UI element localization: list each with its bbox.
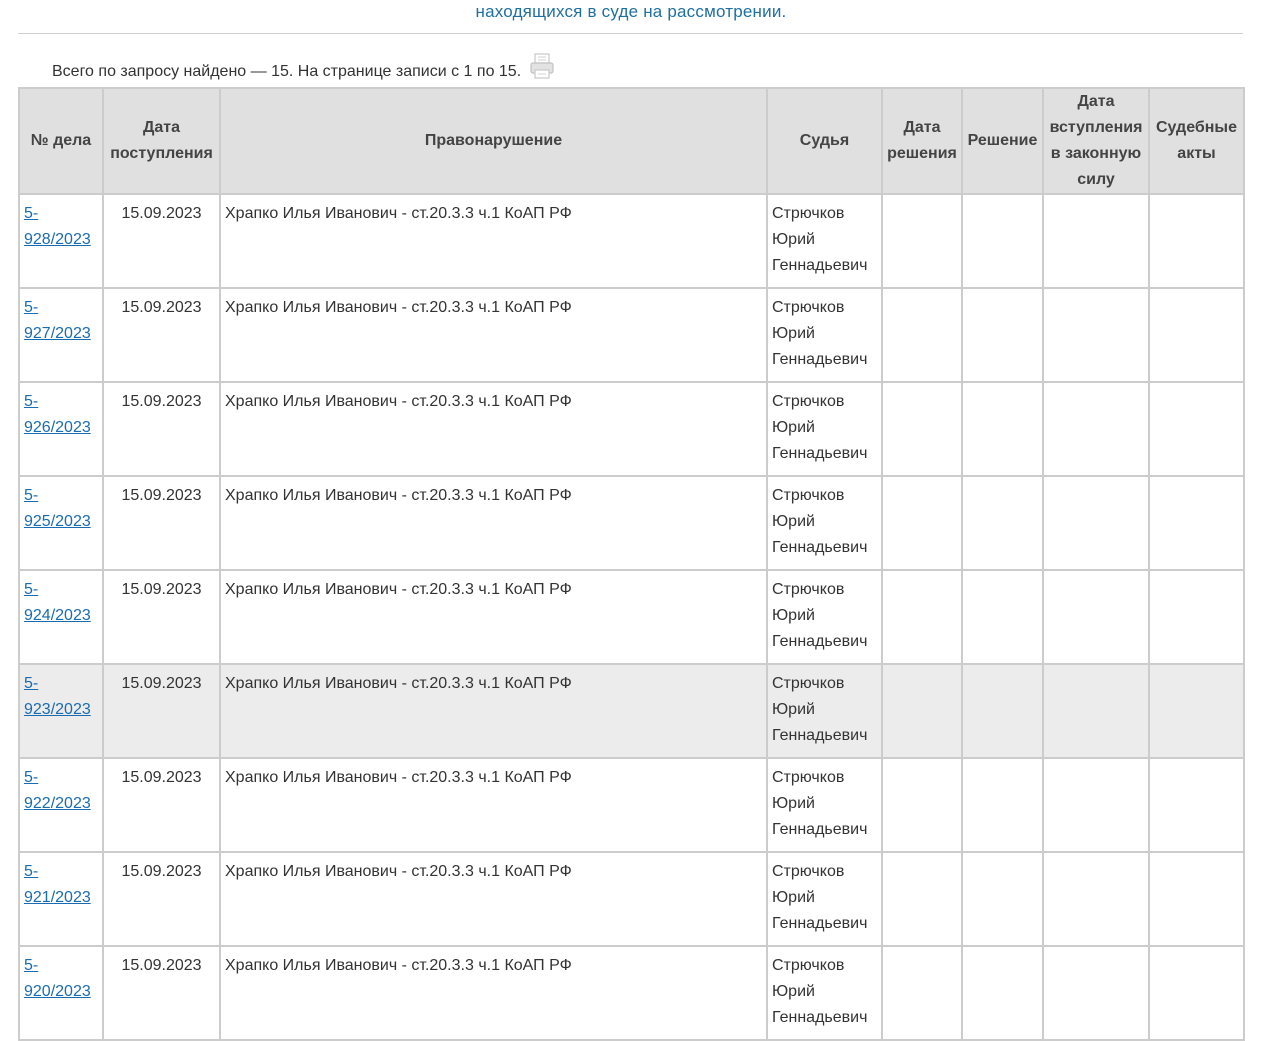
decision-cell	[962, 664, 1043, 758]
table-row	[19, 758, 1244, 852]
offense-cell: Храпко Илья Иванович - ст.20.3.3 ч.1 КоАП РФ	[220, 476, 767, 570]
decision-date-cell	[882, 570, 962, 664]
effective-date-cell	[1043, 382, 1149, 476]
court-acts-cell	[1149, 946, 1244, 1040]
court-acts-cell	[1149, 382, 1244, 476]
case-number-cell	[19, 382, 103, 476]
case-number-cell	[19, 758, 103, 852]
effective-date-cell	[1043, 570, 1149, 664]
table-row	[19, 288, 1244, 382]
table-row	[19, 664, 1244, 758]
case-number-cell	[19, 664, 103, 758]
court-acts-cell	[1149, 194, 1244, 288]
decision-cell	[962, 758, 1043, 852]
cases-table	[18, 87, 1245, 1041]
case-link[interactable]: 5-926/2023	[24, 393, 91, 436]
table-row	[19, 476, 1244, 570]
received-date-cell: 15.09.2023	[103, 570, 220, 664]
offense-cell: Храпко Илья Иванович - ст.20.3.3 ч.1 КоАП РФ	[220, 664, 767, 758]
results-summary	[52, 58, 555, 86]
header-offense: Правонарушение	[220, 88, 767, 194]
court-acts-cell	[1149, 664, 1244, 758]
court-acts-cell	[1149, 758, 1244, 852]
case-link[interactable]: 5-922/2023	[24, 769, 91, 812]
decision-date-cell	[882, 194, 962, 288]
case-number-cell	[19, 288, 103, 382]
effective-date-cell	[1043, 476, 1149, 570]
case-number-cell	[19, 570, 103, 664]
decision-date-cell	[882, 946, 962, 1040]
court-acts-cell	[1149, 288, 1244, 382]
decision-date-cell	[882, 382, 962, 476]
offense-cell: Храпко Илья Иванович - ст.20.3.3 ч.1 КоАП РФ	[220, 382, 767, 476]
decision-date-cell	[882, 664, 962, 758]
offense-cell: Храпко Илья Иванович - ст.20.3.3 ч.1 КоАП РФ	[220, 288, 767, 382]
effective-date-cell	[1043, 946, 1149, 1040]
received-date-cell: 15.09.2023	[103, 288, 220, 382]
header-decision-date: Дата решения	[882, 88, 962, 194]
case-number-cell	[19, 946, 103, 1040]
case-number-cell	[19, 476, 103, 570]
effective-date-cell	[1043, 664, 1149, 758]
decision-date-cell	[882, 852, 962, 946]
offense-cell: Храпко Илья Иванович - ст.20.3.3 ч.1 КоАП РФ	[220, 946, 767, 1040]
judge-cell: Стрючков Юрий Геннадьевич	[767, 664, 882, 758]
case-link[interactable]: 5-920/2023	[24, 957, 91, 1000]
table-header-row	[19, 88, 1244, 194]
header-court-acts: Судебные акты	[1149, 88, 1244, 194]
received-date-cell: 15.09.2023	[103, 194, 220, 288]
received-date-cell: 15.09.2023	[103, 946, 220, 1040]
case-link[interactable]: 5-927/2023	[24, 299, 91, 342]
effective-date-cell	[1043, 758, 1149, 852]
table-row	[19, 382, 1244, 476]
decision-cell	[962, 852, 1043, 946]
case-link[interactable]: 5-928/2023	[24, 205, 91, 248]
page-subtitle: находящихся в суде на рассмотрении.	[475, 2, 787, 21]
judge-cell: Стрючков Юрий Геннадьевич	[767, 946, 882, 1040]
received-date-cell: 15.09.2023	[103, 852, 220, 946]
table-row	[19, 852, 1244, 946]
header-decision: Решение	[962, 88, 1043, 194]
decision-cell	[962, 382, 1043, 476]
judge-cell: Стрючков Юрий Геннадьевич	[767, 852, 882, 946]
received-date-cell: 15.09.2023	[103, 758, 220, 852]
case-link[interactable]: 5-921/2023	[24, 863, 91, 906]
case-number-cell	[19, 852, 103, 946]
received-date-cell: 15.09.2023	[103, 664, 220, 758]
offense-cell: Храпко Илья Иванович - ст.20.3.3 ч.1 КоАП РФ	[220, 758, 767, 852]
results-count-text: Всего по запросу найдено — 15. На странице записи с 1 по 15.	[52, 63, 522, 80]
divider	[18, 33, 1243, 34]
table-row	[19, 194, 1244, 288]
offense-cell: Храпко Илья Иванович - ст.20.3.3 ч.1 КоАП РФ	[220, 194, 767, 288]
effective-date-cell	[1043, 852, 1149, 946]
judge-cell: Стрючков Юрий Геннадьевич	[767, 382, 882, 476]
case-link[interactable]: 5-923/2023	[24, 675, 91, 718]
effective-date-cell	[1043, 288, 1149, 382]
judge-cell: Стрючков Юрий Геннадьевич	[767, 476, 882, 570]
decision-cell	[962, 288, 1043, 382]
judge-cell: Стрючков Юрий Геннадьевич	[767, 288, 882, 382]
decision-cell	[962, 570, 1043, 664]
offense-cell: Храпко Илья Иванович - ст.20.3.3 ч.1 КоАП РФ	[220, 570, 767, 664]
court-acts-cell	[1149, 476, 1244, 570]
received-date-cell: 15.09.2023	[103, 382, 220, 476]
table-row	[19, 570, 1244, 664]
effective-date-cell	[1043, 194, 1149, 288]
printer-icon[interactable]	[529, 52, 555, 80]
header-judge: Судья	[767, 88, 882, 194]
court-acts-cell	[1149, 570, 1244, 664]
court-acts-cell	[1149, 852, 1244, 946]
header-case-number: № дела	[19, 88, 103, 194]
offense-cell: Храпко Илья Иванович - ст.20.3.3 ч.1 КоАП РФ	[220, 852, 767, 946]
judge-cell: Стрючков Юрий Геннадьевич	[767, 758, 882, 852]
table-row	[19, 946, 1244, 1040]
received-date-cell: 15.09.2023	[103, 476, 220, 570]
decision-cell	[962, 946, 1043, 1040]
case-link[interactable]: 5-924/2023	[24, 581, 91, 624]
decision-date-cell	[882, 758, 962, 852]
case-link[interactable]: 5-925/2023	[24, 487, 91, 530]
decision-cell	[962, 476, 1043, 570]
decision-date-cell	[882, 476, 962, 570]
header-effective-date: Дата вступления в законную силу	[1043, 88, 1149, 194]
decision-cell	[962, 194, 1043, 288]
judge-cell: Стрючков Юрий Геннадьевич	[767, 194, 882, 288]
judge-cell: Стрючков Юрий Геннадьевич	[767, 570, 882, 664]
header-received-date: Дата поступления	[103, 88, 220, 194]
decision-date-cell	[882, 288, 962, 382]
case-number-cell	[19, 194, 103, 288]
